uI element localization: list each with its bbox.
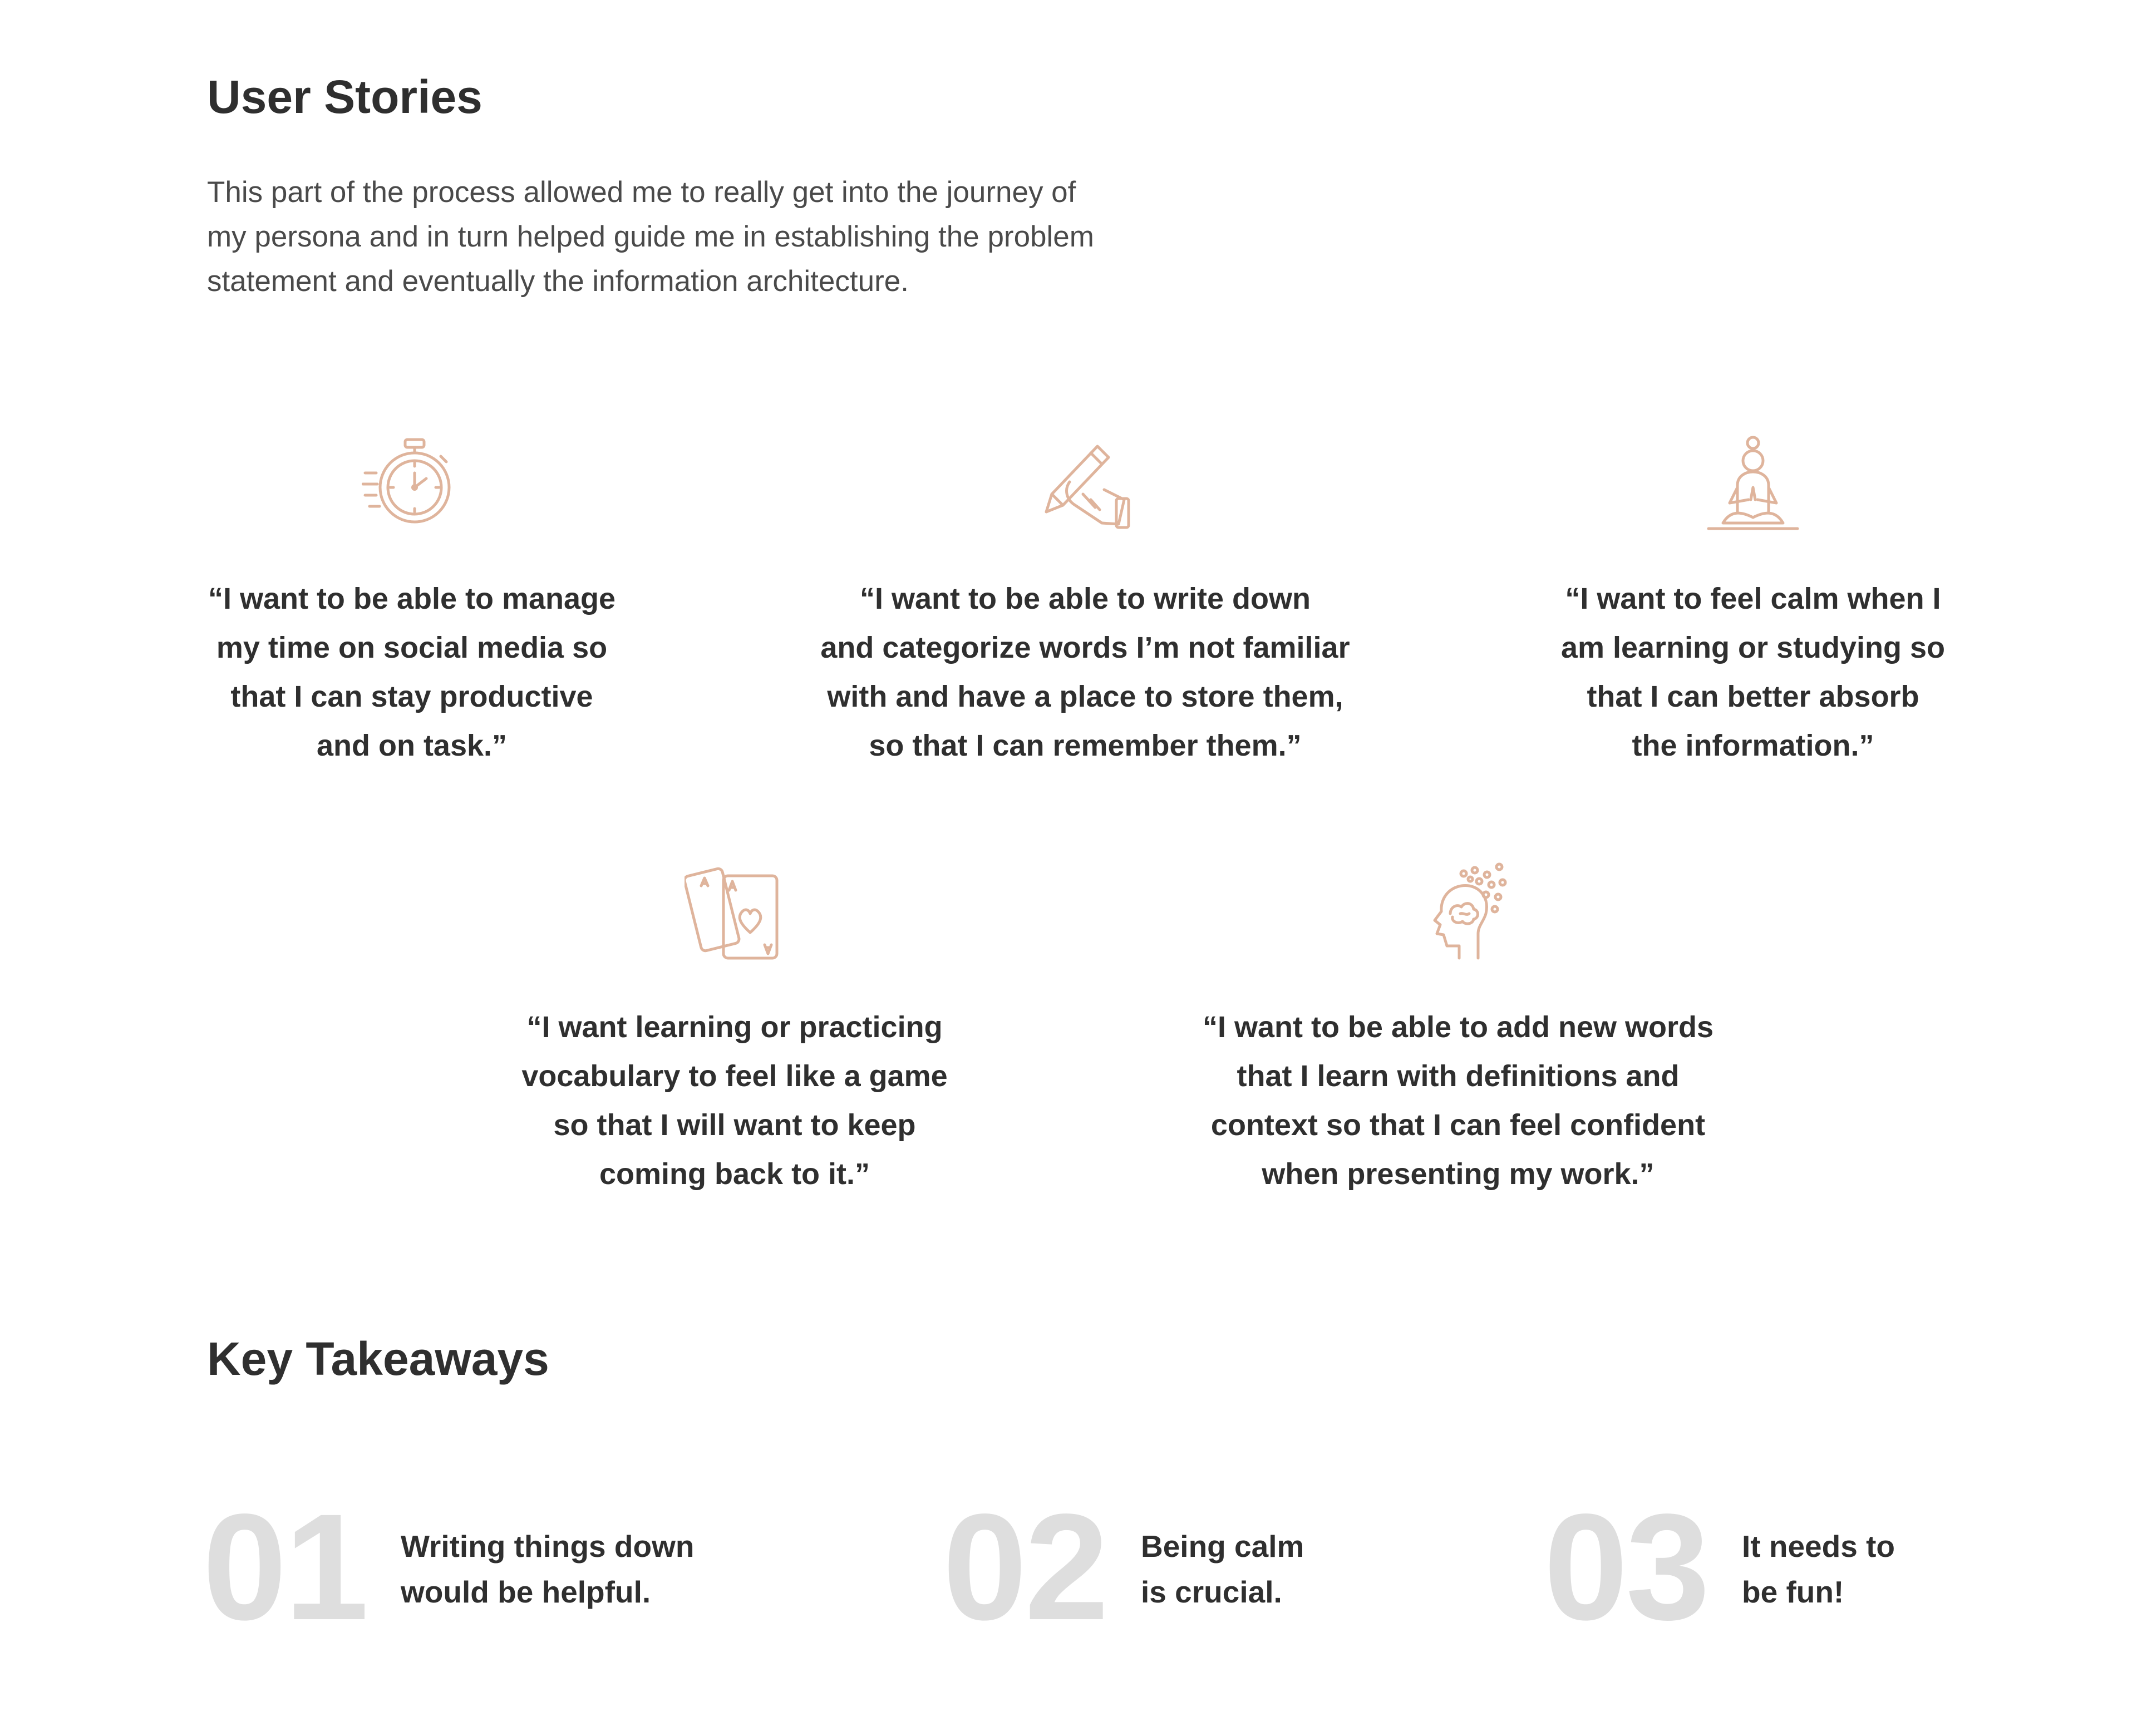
user-story-quote: “I want learning or practicing vocabulary to feel like a game so that I will want to keep coming back to it.” bbox=[521, 1010, 948, 1191]
takeaway-number: 03 bbox=[1544, 1482, 1708, 1651]
user-story-card bbox=[1146, 862, 1770, 1199]
user-story-quote: “I want to be able to add new words that I learn with definitions and context so that I can feel confident when presenting my work.” bbox=[1202, 1010, 1714, 1191]
stopwatch-icon bbox=[362, 434, 462, 534]
takeaway-number: 01 bbox=[203, 1482, 367, 1651]
key-takeaways-heading: Key Takeaways bbox=[207, 1333, 549, 1385]
takeaway-text: It needs to be fun! bbox=[1742, 1529, 1895, 1609]
user-story-card bbox=[184, 434, 640, 770]
takeaway-number: 02 bbox=[943, 1482, 1107, 1651]
takeaway-text: Being calm is crucial. bbox=[1141, 1529, 1304, 1609]
hand-writing-pen-icon bbox=[1035, 434, 1135, 534]
head-brain-ideas-icon bbox=[1408, 862, 1508, 963]
user-story-quote: “I want to be able to write down and categorize words I’m not familiar with and have a place to store them, so that I can remember them.” bbox=[820, 582, 1350, 762]
user-story-quote: “I want to feel calm when I am learning or studying so that I can better absorb the information.” bbox=[1560, 582, 1946, 762]
playing-cards-icon bbox=[685, 862, 785, 963]
user-story-card bbox=[1525, 434, 1981, 770]
user-story-card bbox=[490, 862, 979, 1199]
user-story-quote: “I want to be able to manage my time on social media so that I can stay productive and on task.” bbox=[208, 582, 616, 762]
user-stories-intro: This part of the process allowed me to really get into the journey of my persona and in turn helped guide me in establishing the problem statement and eventually the information architecture. bbox=[207, 176, 1094, 298]
meditation-icon bbox=[1703, 434, 1803, 534]
takeaway-text: Writing things down would be helpful. bbox=[401, 1529, 695, 1609]
user-stories-heading: User Stories bbox=[207, 71, 482, 123]
user-story-card bbox=[796, 434, 1375, 770]
